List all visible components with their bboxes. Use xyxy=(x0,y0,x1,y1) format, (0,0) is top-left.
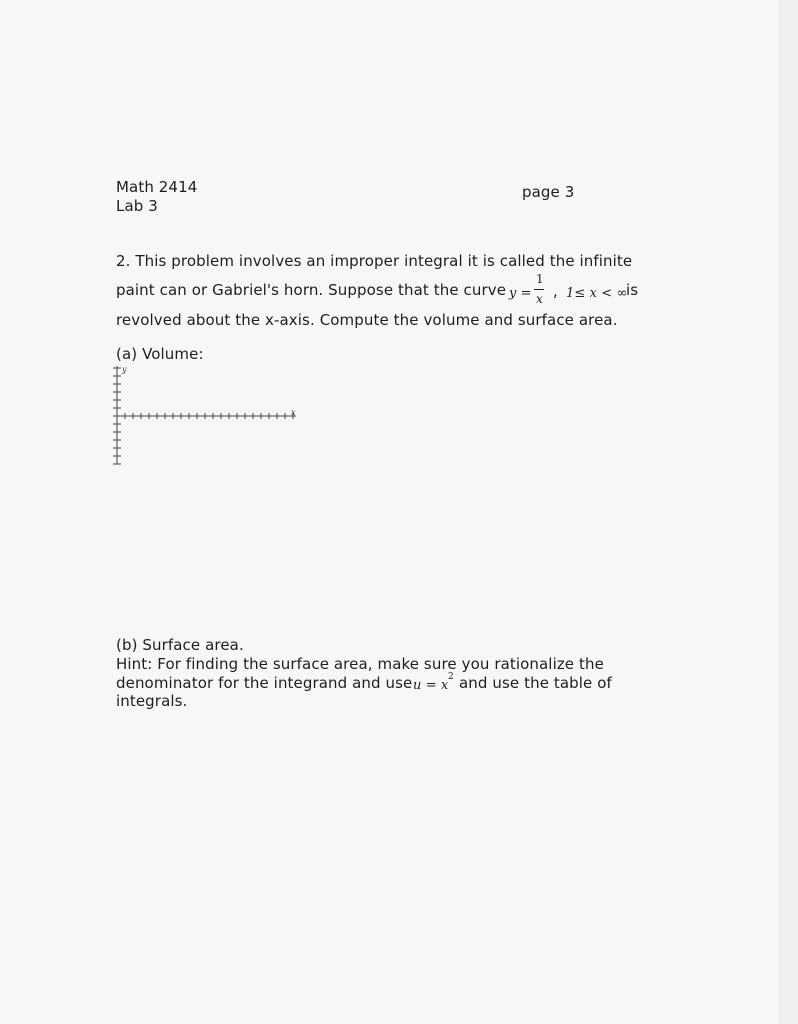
page-edge xyxy=(778,0,798,1024)
course-title: Math 2414 xyxy=(116,178,198,196)
y-axis-label: y xyxy=(122,365,127,374)
hint-line-2-end: and use the table of xyxy=(459,674,612,692)
problem-line-3: revolved about the x-axis. Compute the volume and surface area. xyxy=(116,311,618,329)
equation-comma: , xyxy=(553,282,558,300)
part-b-label: (b) Surface area. xyxy=(116,636,244,654)
x-axis-label: x xyxy=(291,408,296,417)
hint-substitution: u = x xyxy=(413,678,449,693)
part-a-label: (a) Volume: xyxy=(116,345,204,363)
hint-line-3: integrals. xyxy=(116,692,188,710)
hint-line-1: Hint: For finding the surface area, make sure you rationalize the xyxy=(116,655,604,673)
equation-numerator: 1 xyxy=(536,272,544,286)
hint-substitution-exponent: 2 xyxy=(448,672,454,682)
equation-y: y = xyxy=(509,286,532,301)
coordinate-axes xyxy=(110,362,310,472)
fraction-bar xyxy=(534,289,544,290)
page-number: page 3 xyxy=(522,183,575,201)
lab-title: Lab 3 xyxy=(116,197,158,215)
hint-line-2-text: denominator for the integrand and use xyxy=(116,674,413,692)
problem-line-1: 2. This problem involves an improper integral it is called the infinite xyxy=(116,252,633,270)
equation-range: 1≤ x < ∞ xyxy=(566,286,628,301)
problem-line-2-text: paint can or Gabriel's horn. Suppose that the curve xyxy=(116,281,507,299)
equation-denominator: x xyxy=(536,292,543,306)
problem-line-2-end: is xyxy=(626,281,639,299)
